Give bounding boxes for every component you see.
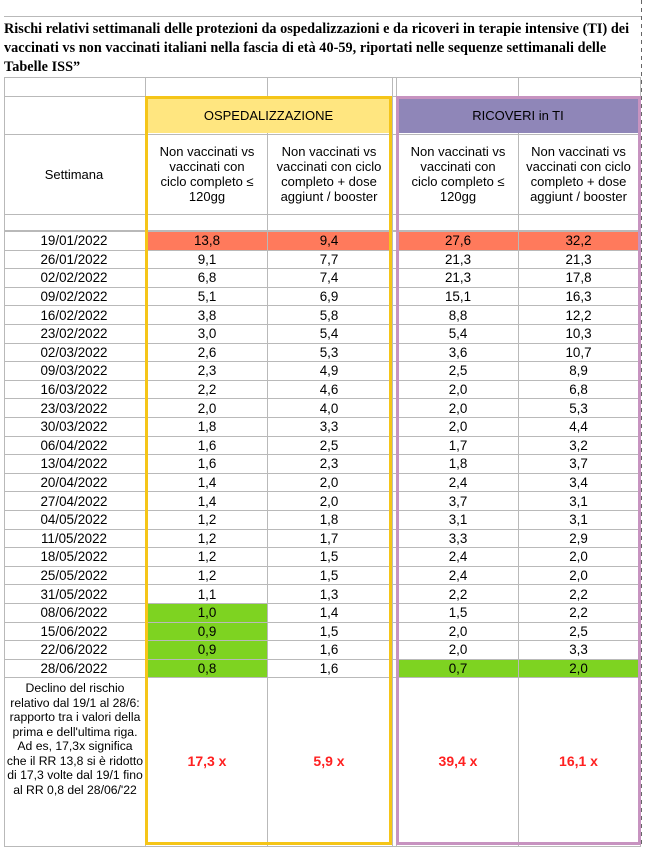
hospital-full-cycle-decline: 17,3 x (187, 753, 227, 769)
hospital-booster-cell: 5,3 (319, 344, 339, 360)
icu-group-header: RICOVERI in TI (472, 107, 564, 123)
hospital-booster-cell: 1,6 (319, 661, 339, 677)
week-cell: 27/04/2022 (40, 493, 108, 509)
hospital-booster-cell: 9,4 (268, 232, 390, 250)
week-cell: 11/05/2022 (40, 530, 108, 546)
icu-full-cycle-cell: 3,6 (448, 344, 468, 360)
week-cell: 16/02/2022 (40, 307, 108, 323)
icu-booster-cell: 4,4 (569, 419, 588, 435)
hospital-full-cycle-cell: 0,9 (147, 641, 267, 659)
icu-full-cycle-header: Non vaccinati vs vaccinati con ciclo completo ≤ 120gg (410, 144, 506, 204)
hospital-full-cycle-cell: 6,8 (197, 270, 217, 286)
hospital-full-cycle-cell: 3,8 (197, 307, 217, 323)
icu-booster-cell: 3,4 (569, 475, 588, 491)
week-cell: 23/02/2022 (40, 326, 108, 342)
week-cell: 22/06/2022 (40, 642, 108, 658)
icu-full-cycle-cell: 2,4 (448, 549, 468, 565)
hospital-booster-cell: 1,6 (319, 642, 339, 658)
hospital-booster-cell: 5,8 (319, 307, 339, 323)
hospital-booster-cell: 2,3 (319, 456, 339, 472)
week-cell: 30/03/2022 (40, 419, 108, 435)
hospital-booster-cell: 3,3 (319, 419, 339, 435)
hospital-booster-cell: 7,4 (319, 270, 339, 286)
icu-booster-cell: 3,2 (569, 437, 588, 453)
hospital-full-cycle-cell: 1,2 (197, 512, 217, 528)
hospital-full-cycle-cell: 1,2 (197, 568, 217, 584)
icu-booster-cell: 12,2 (565, 307, 592, 323)
hospital-booster-cell: 4,6 (319, 382, 339, 398)
week-cell: 02/03/2022 (40, 344, 108, 360)
week-column-header: Settimana (44, 166, 104, 182)
week-cell: 09/02/2022 (40, 289, 108, 305)
hospital-full-cycle-cell: 13,8 (147, 232, 267, 250)
week-cell: 16/03/2022 (40, 382, 108, 398)
hospital-booster-cell: 7,7 (319, 251, 339, 267)
hospital-full-cycle-cell: 1,6 (197, 437, 217, 453)
hospital-full-cycle-cell: 1,1 (197, 586, 217, 602)
hospital-booster-cell: 4,0 (319, 400, 339, 416)
icu-full-cycle-cell: 8,8 (448, 307, 468, 323)
icu-full-cycle-cell: 21,3 (444, 270, 472, 286)
icu-booster-cell: 2,5 (569, 623, 588, 639)
hospital-full-cycle-cell: 2,0 (197, 400, 217, 416)
week-cell: 02/02/2022 (40, 270, 108, 286)
icu-full-cycle-cell: 3,7 (448, 493, 468, 509)
icu-booster-cell: 32,2 (519, 232, 638, 250)
icu-booster-cell: 8,9 (569, 363, 588, 379)
icu-full-cycle-cell: 2,4 (448, 475, 468, 491)
icu-booster-header: Non vaccinati vs vaccinati con ciclo completo + dose aggiunt / booster (526, 144, 631, 204)
grid-column-line (145, 77, 146, 847)
week-cell: 28/06/2022 (40, 661, 108, 677)
hospital-full-cycle-cell: 2,2 (197, 382, 217, 398)
hospital-full-cycle-cell: 9,1 (197, 251, 217, 267)
icu-full-cycle-cell: 2,0 (448, 382, 468, 398)
decline-description: Declino del rischio relativo dal 19/1 al 28/6: rapporto tra i valori della prima e dell'ultima riga. Ad es, 17,3x significa che il RR 13,8 si è ridotto di 17,3 volte dal 19/1 fino al RR 0,8 del 28/06/'22 (6, 681, 144, 797)
icu-booster-cell: 16,3 (565, 289, 592, 305)
week-cell: 13/04/2022 (40, 456, 108, 472)
week-cell: 31/05/2022 (40, 586, 108, 602)
hospital-booster-cell: 5,4 (319, 326, 339, 342)
week-cell: 23/03/2022 (40, 400, 108, 416)
grid-row-line (4, 214, 641, 215)
week-cell: 20/04/2022 (40, 475, 108, 491)
hospital-booster-decline: 5,9 x (313, 753, 345, 769)
grid-row-line (4, 846, 641, 847)
icu-full-cycle-cell: 2,2 (448, 586, 468, 602)
icu-full-cycle-cell: 21,3 (444, 251, 472, 267)
sheet-title: Rischi relativi settimanali delle protezioni da ospedalizzazioni e da ricoveri in terapie intensive (TI) dei vaccinati vs non vaccinati italiani nella fascia di età 40-59, riportati nelle sequenze settimanali delle Tabelle ISS” (4, 21, 630, 75)
icu-booster-cell: 3,7 (569, 456, 588, 472)
hospital-full-cycle-cell: 1,6 (197, 456, 217, 472)
week-cell: 09/03/2022 (40, 363, 108, 379)
icu-full-cycle-cell: 1,5 (448, 605, 468, 621)
icu-full-cycle-cell: 27,6 (398, 232, 518, 250)
icu-full-cycle-cell: 1,7 (448, 437, 468, 453)
hospital-booster-cell: 1,7 (319, 530, 339, 546)
icu-booster-cell: 2,0 (519, 660, 638, 678)
hospital-full-cycle-cell: 1,8 (197, 419, 217, 435)
week-cell: 06/04/2022 (40, 437, 108, 453)
week-cell: 15/06/2022 (40, 623, 108, 639)
hospital-full-cycle-cell: 2,6 (197, 344, 217, 360)
hospital-booster-cell: 6,9 (319, 289, 339, 305)
icu-booster-decline: 16,1 x (559, 753, 598, 769)
hospital-full-cycle-cell: 1,0 (147, 604, 267, 622)
icu-full-cycle-cell: 5,4 (448, 326, 468, 342)
hospital-full-cycle-cell: 1,2 (197, 549, 217, 565)
hospital-group-header: OSPEDALIZZAZIONE (203, 107, 334, 123)
hospital-booster-header: Non vaccinati vs vaccinati con ciclo completo + dose aggiunt / booster (276, 144, 382, 204)
hospital-full-cycle-cell: 1,2 (197, 530, 217, 546)
hospital-booster-cell: 1,5 (319, 568, 339, 584)
icu-booster-cell: 2,0 (569, 549, 588, 565)
hospital-booster-cell: 2,5 (319, 437, 339, 453)
hospital-booster-cell: 4,9 (319, 363, 339, 379)
grid-row-line (4, 77, 641, 78)
icu-booster-cell: 21,3 (565, 251, 592, 267)
week-cell: 26/01/2022 (40, 251, 108, 267)
hospital-full-cycle-cell: 1,4 (197, 493, 217, 509)
grid-column-line (640, 77, 641, 847)
icu-full-cycle-cell: 2,0 (448, 623, 468, 639)
hospital-booster-cell: 2,0 (319, 493, 339, 509)
icu-booster-cell: 10,3 (565, 326, 592, 342)
icu-booster-cell: 2,0 (569, 568, 588, 584)
icu-booster-cell: 3,1 (569, 493, 588, 509)
icu-booster-cell: 5,3 (569, 400, 588, 416)
week-cell: 08/06/2022 (40, 605, 108, 621)
week-cell: 25/05/2022 (40, 568, 108, 584)
icu-full-cycle-cell: 1,8 (448, 456, 468, 472)
icu-full-cycle-cell: 2,0 (448, 400, 468, 416)
icu-full-cycle-decline: 39,4 x (438, 753, 478, 769)
icu-booster-cell: 3,1 (569, 512, 588, 528)
hospital-full-cycle-cell: 0,9 (147, 623, 267, 641)
icu-full-cycle-cell: 3,3 (448, 530, 468, 546)
hospital-booster-cell: 1,5 (319, 623, 339, 639)
icu-booster-cell: 2,2 (569, 605, 588, 621)
hospital-full-cycle-cell: 2,3 (197, 363, 217, 379)
week-cell: 18/05/2022 (40, 549, 108, 565)
grid-column-line (392, 77, 393, 847)
icu-booster-cell: 10,7 (565, 344, 592, 360)
hospital-full-cycle-cell: 3,0 (197, 326, 217, 342)
hospital-full-cycle-cell: 5,1 (197, 289, 217, 305)
grid-column-line (396, 77, 397, 847)
grid-row-line (4, 16, 641, 17)
hospital-full-cycle-cell: 0,8 (147, 660, 267, 678)
icu-full-cycle-cell: 15,1 (444, 289, 472, 305)
week-cell: 19/01/2022 (40, 233, 108, 249)
hospital-booster-cell: 2,0 (319, 475, 339, 491)
icu-booster-cell: 6,8 (569, 382, 588, 398)
hospital-booster-cell: 1,5 (319, 549, 339, 565)
icu-booster-cell: 17,8 (565, 270, 592, 286)
hospital-full-cycle-cell: 1,4 (197, 475, 217, 491)
icu-full-cycle-cell: 2,0 (448, 642, 468, 658)
hospital-booster-cell: 1,4 (319, 605, 339, 621)
hospital-booster-cell: 1,8 (319, 512, 339, 528)
hospital-full-cycle-header: Non vaccinati vs vaccinati con ciclo completo ≤ 120gg (159, 144, 255, 204)
icu-booster-cell: 3,3 (569, 642, 588, 658)
icu-booster-cell: 2,9 (569, 530, 588, 546)
icu-full-cycle-cell: 3,1 (448, 512, 468, 528)
page-break-line (641, 0, 642, 848)
hospital-booster-cell: 1,3 (319, 586, 339, 602)
icu-booster-cell: 2,2 (569, 586, 588, 602)
icu-full-cycle-cell: 2,5 (448, 363, 468, 379)
icu-full-cycle-cell: 2,0 (448, 419, 468, 435)
week-cell: 04/05/2022 (40, 512, 108, 528)
icu-full-cycle-cell: 2,4 (448, 568, 468, 584)
icu-full-cycle-cell: 0,7 (398, 660, 518, 678)
